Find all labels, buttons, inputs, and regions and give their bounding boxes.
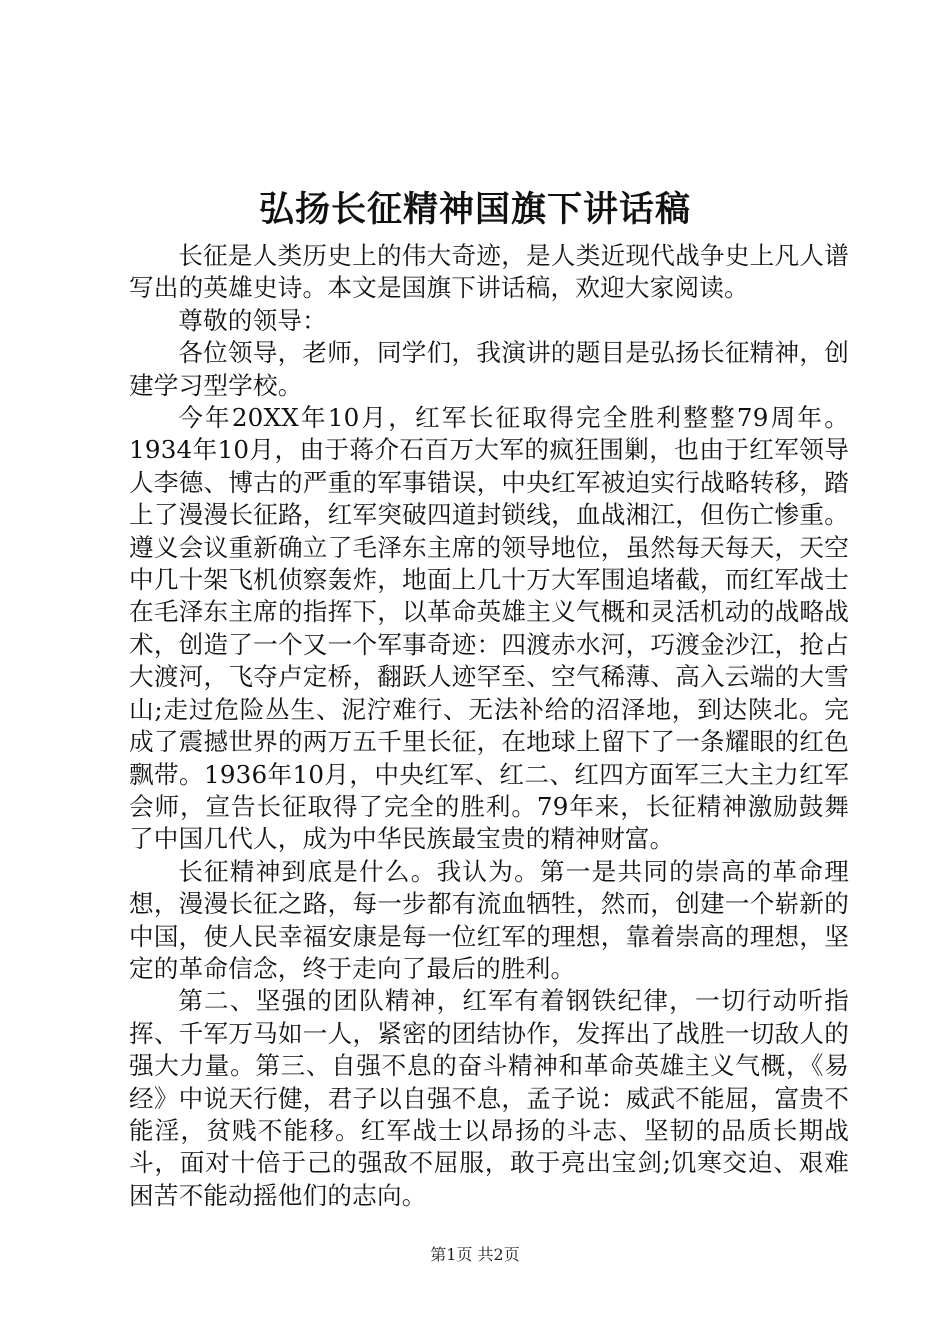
paragraph-spirit-second-third: 第二、坚强的团队精神，红军有着钢铁纪律，一切行动听指挥、千军万马如一人，紧密的团结协作，发挥出了战胜一切敌人的强大力量。第三、自强不息的奋斗精神和革命英雄主义气概，《易经》中说天行健，君子以自强不息，孟子说：威武不能屈，富贵不能淫，贫贱不能移。红军战士以昂扬的斗志、坚韧的品质长期战斗，面对十倍于己的强敌不屈服，敢于亮出宝剑;饥寒交迫、艰难困苦不能动摇他们的志向。: [129, 986, 849, 1210]
paragraph-intro: 长征是人类历史上的伟大奇迹，是人类近现代战争史上凡人谱写出的英雄史诗。本文是国旗下讲话稿，欢迎大家阅读。: [129, 241, 849, 303]
paragraph-spirit-first: 长征精神到底是什么。我认为。第一是共同的崇高的革命理想，漫漫长征之路，每一步都有流血牺牲，然而，创建一个崭新的中国，使人民幸福安康是每一位红军的理想，靠着崇高的理想，坚定的革命信念，终于走向了最后的胜利。: [129, 856, 849, 983]
document-title: 弘扬长征精神国旗下讲话稿: [258, 189, 691, 230]
paragraph-salutation: 尊敬的领导：: [178, 305, 327, 335]
document-body: [129, 240, 849, 1212]
page-footer: 第1页 共2页: [430, 1245, 520, 1264]
paragraph-history: 今年20XX年10月，红军长征取得完全胜利整整79周年。1934年10月，由于蒋介石百万大军的疯狂围剿，也由于红军领导人李德、博古的严重的军事错误，中央红军被迫实行战略转移，踏上了漫漫长征路，红军突破四道封锁线，血战湘江，但伤亡惨重。遵义会议重新确立了毛泽东主席的领导地位，虽然每天每天，天空中几十架飞机侦察轰炸，地面上几十万大军围追堵截，而红军战士在毛泽东主席的指挥下，以革命英雄主义气概和灵活机动的战略战术，创造了一个又一个军事奇迹：四渡赤水河，巧渡金沙江，抢占大渡河，飞夺卢定桥，翻跃人迹罕至、空气稀薄、高入云端的大雪山;走过危险丛生、泥泞难行、无法补给的沼泽地，到达陕北。完成了震撼世界的两万五千里长征，在地球上留下了一条耀眼的红色飘带。1936年10月，中央红军、红二、红四方面军三大主力红军会师，宣告长征取得了完全的胜利。79年来，长征精神激励鼓舞了中国几代人，成为中华民族最宝贵的精神财富。: [129, 403, 849, 854]
paragraph-topic: 各位领导，老师，同学们，我演讲的题目是弘扬长征精神，创建学习型学校。: [129, 338, 849, 400]
